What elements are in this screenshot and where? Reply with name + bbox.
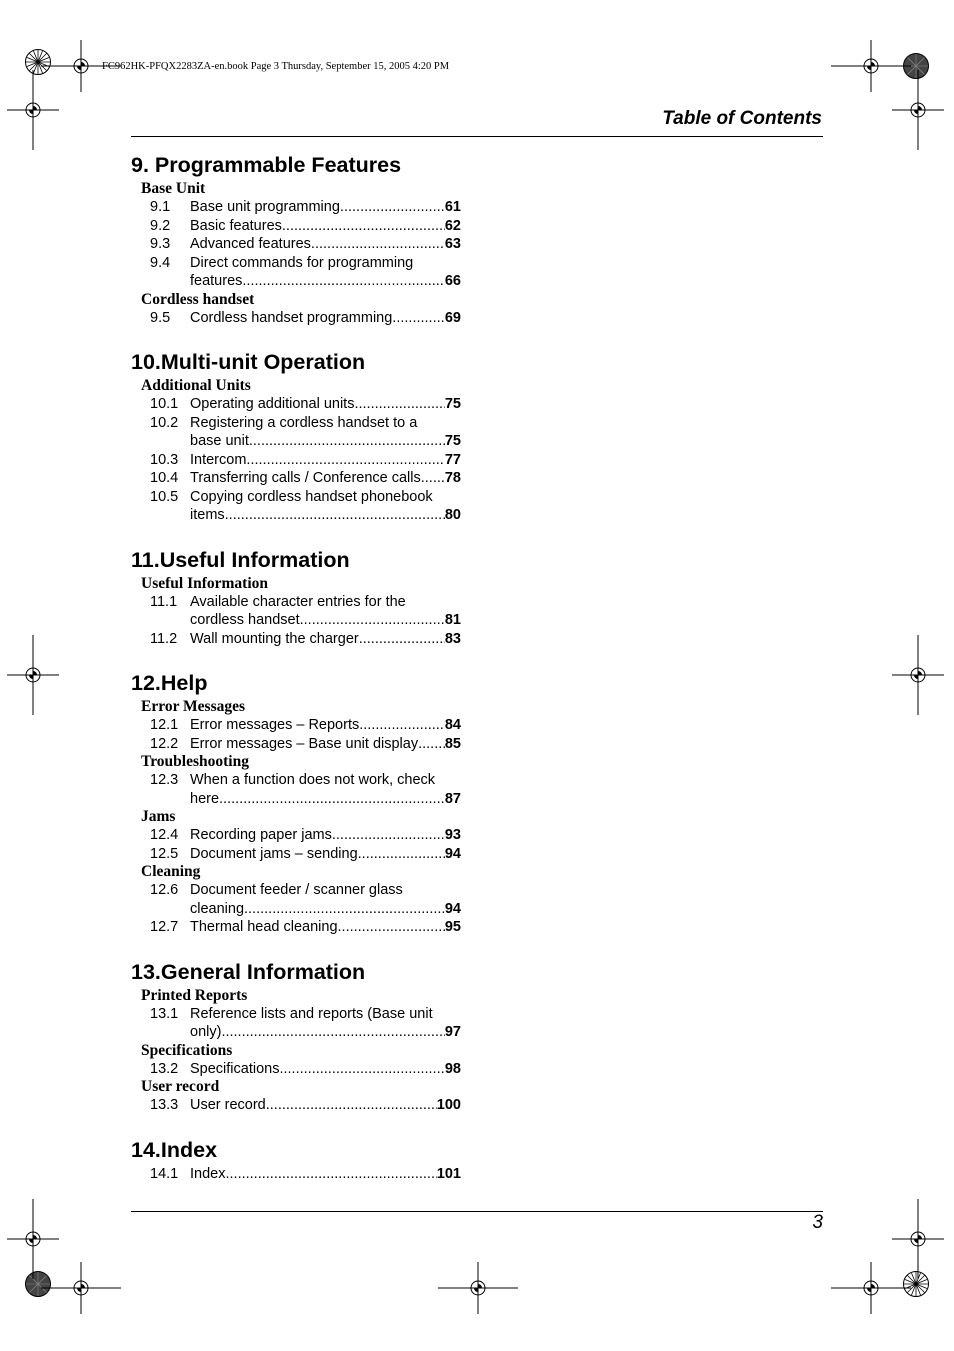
entry-title: Thermal head cleaning [190, 919, 338, 935]
toc-entry[interactable] [131, 630, 461, 649]
entry-title: only) [190, 1024, 222, 1040]
entry-line [190, 198, 461, 217]
entry-number: 10.2 [150, 414, 179, 431]
section-heading: Cleaning [141, 863, 201, 880]
section-heading: Specifications [141, 1041, 233, 1059]
entry-title: Wall mounting the charger [190, 630, 359, 647]
dot-leader [249, 432, 445, 451]
toc-entry[interactable] [131, 593, 461, 630]
toc-entry[interactable] [131, 771, 461, 808]
entry-number: 12.4 [150, 827, 179, 843]
entry-page-number: 94 [444, 845, 461, 862]
entry-title: Recording paper jams [190, 827, 332, 843]
entry-page-number: 83 [444, 630, 461, 647]
footer-rule [131, 1211, 823, 1212]
toc-entry[interactable] [131, 217, 461, 236]
toc-entry[interactable] [131, 414, 461, 451]
entry-page-number: 62 [444, 217, 461, 234]
entry-page-number: 84 [444, 717, 461, 733]
toc-chapter [131, 545, 461, 649]
entry-body [190, 414, 461, 451]
toc-entry[interactable] [131, 881, 461, 918]
entry-line [190, 309, 461, 328]
section-heading: Error Messages [141, 698, 246, 715]
toc-entry[interactable] [131, 395, 461, 414]
crosshair-registration-icon [831, 1248, 911, 1328]
entry-page-number: 81 [444, 612, 461, 628]
entry-line [190, 451, 461, 470]
entry-line [190, 593, 461, 612]
dot-leader [219, 790, 445, 809]
dot-leader [392, 309, 445, 328]
toc-chapter [131, 150, 461, 327]
section-heading: Cordless handset [141, 290, 255, 308]
entry-page-number: 77 [444, 451, 461, 468]
entry-line [190, 254, 461, 273]
entry-page-number: 95 [444, 919, 461, 935]
entry-page-number: 101 [436, 1165, 461, 1182]
crosshair-registration-icon [41, 1248, 121, 1328]
entry-line [190, 488, 461, 507]
entry-line [190, 469, 461, 488]
entry-body [190, 217, 461, 236]
entry-number: 12.5 [150, 845, 179, 862]
entry-page-number: 75 [444, 433, 461, 449]
entry-line [190, 918, 461, 937]
entry-number: 12.7 [150, 919, 179, 935]
entry-line [190, 395, 461, 414]
entry-number: 11.2 [150, 630, 178, 647]
chapter-title: 14.Index [131, 1137, 218, 1162]
crosshair-registration-icon [0, 635, 73, 715]
entry-number: 10.4 [150, 470, 179, 486]
entry-number: 9.5 [150, 309, 171, 326]
entry-number: 13.1 [150, 1005, 179, 1022]
entry-number: 10.1 [150, 396, 179, 412]
entry-body [190, 918, 461, 937]
entry-body [190, 1060, 461, 1079]
entry-title: Error messages – Reports [190, 717, 360, 733]
entry-body [190, 630, 461, 649]
entry-title: Base unit programming [190, 199, 340, 215]
dot-leader [354, 395, 444, 414]
toc-chapter [131, 1135, 461, 1184]
entry-title: When a function does not work, check [190, 772, 436, 788]
dot-leader [311, 235, 445, 254]
entry-line [190, 1023, 461, 1042]
entry-line [190, 716, 461, 735]
entry-title: base unit [190, 433, 249, 449]
entry-number: 12.6 [150, 882, 179, 898]
entry-line [190, 771, 461, 790]
entry-line [190, 611, 461, 630]
entry-page-number: 78 [444, 470, 461, 486]
entry-page-number: 66 [444, 273, 461, 289]
entry-line [190, 826, 461, 845]
entry-title: here [190, 790, 220, 807]
entry-page-number: 61 [444, 199, 461, 215]
entry-number: 11.1 [150, 593, 178, 610]
entry-body [190, 771, 461, 808]
entry-body [190, 309, 461, 328]
toc-chapter [131, 347, 461, 525]
dot-leader [244, 900, 445, 919]
entry-body [190, 593, 461, 630]
entry-page-number: 85 [444, 735, 461, 752]
chapter-title: 11.Useful Information [131, 547, 350, 572]
entry-line [190, 790, 461, 809]
entry-line [190, 1060, 461, 1079]
toc-entry[interactable] [131, 1005, 461, 1042]
dot-leader [359, 716, 445, 735]
entry-page-number: 100 [436, 1097, 461, 1113]
entry-number: 13.3 [150, 1097, 179, 1113]
entry-number: 10.5 [150, 488, 179, 505]
crosshair-registration-icon [878, 635, 954, 715]
entry-line [190, 845, 461, 864]
entry-title: Reference lists and reports (Base unit [190, 1005, 433, 1022]
running-head: Table of Contents [662, 108, 822, 129]
dot-leader [246, 451, 444, 470]
dot-leader [242, 272, 444, 291]
toc-entry[interactable] [131, 254, 461, 291]
entry-number: 10.3 [150, 451, 179, 468]
chapter-title: 12.Help [131, 671, 208, 695]
entry-title: Advanced features [190, 236, 311, 252]
entry-title: Direct commands for programming [190, 254, 414, 271]
crosshair-registration-icon [438, 1248, 518, 1328]
print-info-slug: FC962HK-PFQX2283ZA-en.book Page 3 Thursday, September 15, 2005 4:20 PM [102, 61, 450, 72]
entry-line [190, 1096, 461, 1115]
section-heading: Troubleshooting [141, 753, 249, 770]
toc-entry[interactable] [131, 235, 461, 254]
toc-chapter [131, 957, 461, 1115]
entry-body [190, 198, 461, 217]
entry-body [190, 451, 461, 470]
entry-page-number: 69 [444, 309, 461, 326]
entry-number: 12.1 [150, 717, 179, 733]
section-heading: User record [141, 1078, 220, 1095]
dot-leader [282, 217, 445, 236]
entry-title: cleaning [190, 900, 245, 917]
entry-line [190, 1005, 461, 1024]
entry-line [190, 506, 461, 525]
entry-number: 9.2 [150, 217, 171, 234]
entry-line [190, 735, 461, 754]
toc-entry[interactable] [131, 198, 461, 217]
chapter-title: 9. Programmable Features [131, 153, 402, 177]
header-rule [131, 136, 823, 137]
entry-title: Document jams – sending [190, 845, 358, 862]
entry-page-number: 94 [444, 900, 461, 917]
entry-number: 13.2 [150, 1060, 179, 1077]
entry-line [190, 235, 461, 254]
entry-number: 14.1 [150, 1165, 179, 1182]
toc-entry[interactable] [131, 1096, 461, 1115]
entry-line [190, 432, 461, 451]
dot-leader [418, 735, 445, 754]
entry-title: Intercom [190, 451, 247, 468]
crosshair-registration-icon [878, 70, 954, 150]
section-heading: Base Unit [141, 180, 206, 197]
entry-body [190, 1165, 461, 1184]
chapter-title: 13.General Information [131, 959, 366, 984]
entry-line [190, 414, 461, 433]
entry-title: Error messages – Base unit display [190, 735, 419, 752]
toc-entry[interactable] [131, 716, 461, 735]
dot-leader [300, 611, 445, 630]
entry-body [190, 881, 461, 918]
entry-title: User record [190, 1097, 266, 1113]
dot-leader [359, 630, 445, 649]
table-of-contents [131, 150, 461, 1203]
dot-leader [266, 1096, 437, 1115]
dot-leader [421, 469, 445, 488]
entry-page-number: 63 [444, 236, 461, 252]
entry-number: 9.3 [150, 236, 171, 252]
entry-page-number: 80 [444, 507, 461, 523]
section-heading: Printed Reports [141, 986, 248, 1004]
entry-number: 12.3 [150, 772, 179, 788]
entry-body [190, 254, 461, 291]
dot-leader [332, 826, 445, 845]
dot-leader [225, 506, 445, 525]
toc-entry[interactable] [131, 1165, 461, 1184]
toc-entry[interactable] [131, 1060, 461, 1079]
entry-line [190, 630, 461, 649]
page-number: 3 [812, 1212, 823, 1233]
entry-page-number: 87 [444, 790, 461, 807]
toc-entry[interactable] [131, 488, 461, 525]
entry-title: Index [190, 1165, 226, 1182]
entry-title: Copying cordless handset phonebook [190, 488, 433, 505]
entry-title: Available character entries for the [190, 593, 406, 610]
entry-number: 12.2 [150, 735, 179, 752]
entry-title: features [190, 273, 243, 289]
entry-body [190, 826, 461, 845]
toc-entry[interactable] [131, 735, 461, 754]
section-heading: Jams [141, 808, 176, 825]
section-heading: Additional Units [141, 377, 251, 394]
toc-entry[interactable] [131, 451, 461, 470]
entry-page-number: 98 [444, 1060, 461, 1077]
dot-leader [279, 1060, 444, 1079]
toc-entry[interactable] [131, 469, 461, 488]
dot-leader [225, 1165, 436, 1184]
entry-title: Specifications [190, 1060, 280, 1077]
entry-line [190, 272, 461, 291]
entry-title: cordless handset [190, 612, 300, 628]
toc-entry[interactable] [131, 826, 461, 845]
entry-body [190, 716, 461, 735]
entry-page-number: 97 [444, 1024, 461, 1040]
entry-title: Operating additional units [190, 396, 355, 412]
entry-title: Cordless handset programming [190, 309, 393, 326]
entry-title: items [190, 507, 225, 523]
toc-entry[interactable] [131, 309, 461, 328]
entry-title: Document feeder / scanner glass [190, 882, 403, 898]
dot-leader [358, 845, 445, 864]
entry-body [190, 735, 461, 754]
entry-line [190, 1165, 461, 1184]
entry-body [190, 845, 461, 864]
entry-page-number: 75 [444, 396, 461, 412]
entry-body [190, 469, 461, 488]
entry-body [190, 235, 461, 254]
toc-chapter [131, 668, 461, 937]
entry-body [190, 1096, 461, 1115]
toc-entry[interactable] [131, 918, 461, 937]
entry-line [190, 900, 461, 919]
entry-number: 9.4 [150, 254, 171, 271]
entry-number: 9.1 [150, 199, 171, 215]
entry-title: Registering a cordless handset to a [190, 414, 418, 431]
crosshair-registration-icon [0, 70, 73, 150]
entry-page-number: 93 [444, 827, 461, 843]
section-heading: Useful Information [141, 574, 269, 592]
entry-body [190, 1005, 461, 1042]
entry-body [190, 395, 461, 414]
entry-line [190, 881, 461, 900]
entry-title: Transferring calls / Conference calls [190, 470, 421, 486]
chapter-title: 10.Multi-unit Operation [131, 350, 366, 374]
dot-leader [338, 918, 445, 937]
dot-leader [340, 198, 445, 217]
entry-title: Basic features [190, 217, 282, 234]
dot-leader [221, 1023, 444, 1042]
entry-body [190, 488, 461, 525]
toc-entry[interactable] [131, 845, 461, 864]
entry-line [190, 217, 461, 236]
